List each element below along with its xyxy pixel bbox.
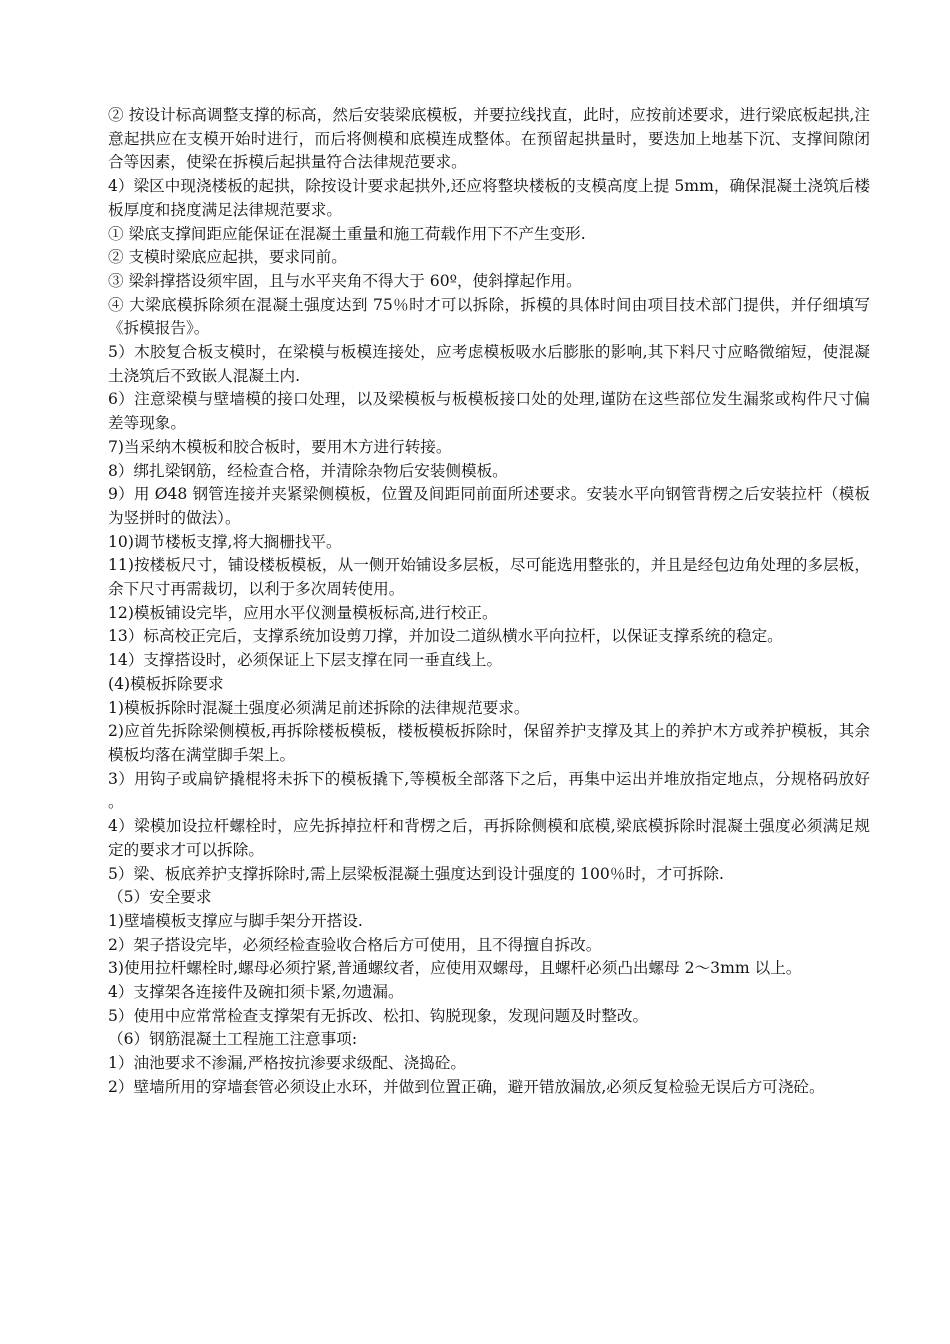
paragraph: 4）梁区中现浇楼板的起拱，除按设计要求起拱外,还应将整块楼板的支模高度上提 5mm，确保混凝土浇筑后楼板厚度和挠度满足法律规范要求。 bbox=[108, 177, 870, 219]
section-heading: (4)模板拆除要求 bbox=[108, 674, 224, 693]
paragraph: ① 梁底支撑间距应能保证在混凝土重量和施工荷载作用下不产生变形. bbox=[108, 224, 586, 243]
paragraph: 4）支撑架各连接件及碗扣须卡紧,勿遗漏。 bbox=[108, 983, 404, 1002]
section-heading: （6）钢筋混凝土工程施工注意事项: bbox=[108, 1030, 358, 1049]
paragraph: 5）梁、板底养护支撑拆除时,需上层梁板混凝土强度达到设计强度的 100％时，才可拆除. bbox=[108, 864, 724, 883]
paragraph: 2）壁墙所用的穿墙套管必须设止水环，并做到位置正确，避开错放漏放,必须反复检验无误后方可浇砼。 bbox=[108, 1077, 825, 1096]
paragraph: 6）注意梁模与壁墙模的接口处理，以及梁模板与板模板接口处的处理,谨防在这些部位发生漏浆或构件尺寸偏差等现象。 bbox=[108, 390, 870, 433]
paragraph: ④ 大梁底模拆除须在混凝土强度达到 75％时才可以拆除，拆模的具体时间由项目技术部门提供，并仔细填写《拆模报告》。 bbox=[108, 295, 870, 338]
paragraph: 10)调节楼板支撑,将大搁栅找平。 bbox=[108, 532, 342, 551]
paragraph: 1)模板拆除时混凝土强度必须满足前述拆除的法律规范要求。 bbox=[108, 698, 530, 717]
paragraph: ② 按设计标高调整支撑的标高，然后安装梁底模板，并要拉线找直，此时，应按前述要求，进行梁底板起拱,注意起拱应在支模开始时进行，而后将侧模和底模连成整体。在预留起拱量时，要迭加上地基下沉、支撑间隙闭合等因素，使梁在拆模后起拱量符合法律规范要求。 bbox=[108, 106, 870, 172]
paragraph: 5）使用中应常常检查支撑架有无拆改、松扣、钩脱现象，发现问题及时整改。 bbox=[108, 1006, 649, 1025]
paragraph: 3）用钩子或扁铲撬棍将未拆下的模板撬下,等模板全部落下之后，再集中运出并堆放指定地点，分规格码放好。 bbox=[108, 769, 870, 812]
paragraph: 1)壁墙模板支撑应与脚手架分开搭设. bbox=[108, 911, 363, 930]
paragraph: 5）木胶复合板支模时，在梁模与板模连接处，应考虑模板吸水后膨胀的影响,其下料尺寸应略微缩短，使混凝土浇筑后不致嵌人混凝土内. bbox=[108, 343, 870, 385]
paragraph: 12)模板铺设完毕，应用水平仪测量模板标高,进行校正。 bbox=[108, 603, 498, 622]
paragraph: 4）梁模加设拉杆螺栓时，应先拆掉拉杆和背楞之后，再拆除侧模和底模,梁底模拆除时混凝土强度必须满足规定的要求才可以拆除。 bbox=[108, 817, 870, 859]
paragraph: 3)使用拉杆螺栓时,螺母必须拧紧,普通螺纹者，应使用双螺母，且螺杆必须凸出螺母 2～3mm 以上。 bbox=[108, 959, 802, 978]
paragraph: ③ 梁斜撑搭设须牢固，且与水平夹角不得大于 60º，使斜撑起作用。 bbox=[108, 271, 582, 290]
paragraph: 8）绑扎梁钢筋，经检查合格，并清除杂物后安装侧模板。 bbox=[108, 461, 508, 480]
paragraph: 2）架子搭设完毕，必须经检查验收合格后方可使用，且不得擅自拆改。 bbox=[108, 935, 602, 954]
section-heading: （5）安全要求 bbox=[108, 888, 212, 907]
paragraph: 11)按楼板尺寸，铺设楼板模板，从一侧开始铺设多层板，尽可能选用整张的，并且是经包边角处理的多层板，余下尺寸再需裁切，以利于多次周转使用。 bbox=[108, 556, 870, 599]
paragraph: ② 支模时梁底应起拱，要求同前。 bbox=[108, 248, 347, 267]
paragraph: 13）标高校正完后，支撑系统加设剪刀撑，并加设二道纵横水平向拉杆，以保证支撑系统的稳定。 bbox=[108, 627, 783, 646]
paragraph: 14）支撑搭设时，必须保证上下层支撑在同一垂直线上。 bbox=[108, 651, 503, 670]
paragraph: 2)应首先拆除梁侧模板,再拆除楼板模板，楼板模板拆除时，保留养护支撑及其上的养护木方或养护模板，其余模板均落在满堂脚手架上。 bbox=[108, 722, 870, 764]
paragraph: 9）用 Ø48 钢管连接并夹紧梁侧模板，位置及间距同前面所述要求。安装水平向钢管背楞之后安装拉杆（模板为竖拼时的做法）。 bbox=[108, 485, 870, 527]
paragraph: 7)当采纳木模板和胶合板时，要用木方进行转接。 bbox=[108, 437, 452, 456]
paragraph: 1）油池要求不渗漏,严格按抗渗要求级配、浇捣砼。 bbox=[108, 1054, 466, 1073]
